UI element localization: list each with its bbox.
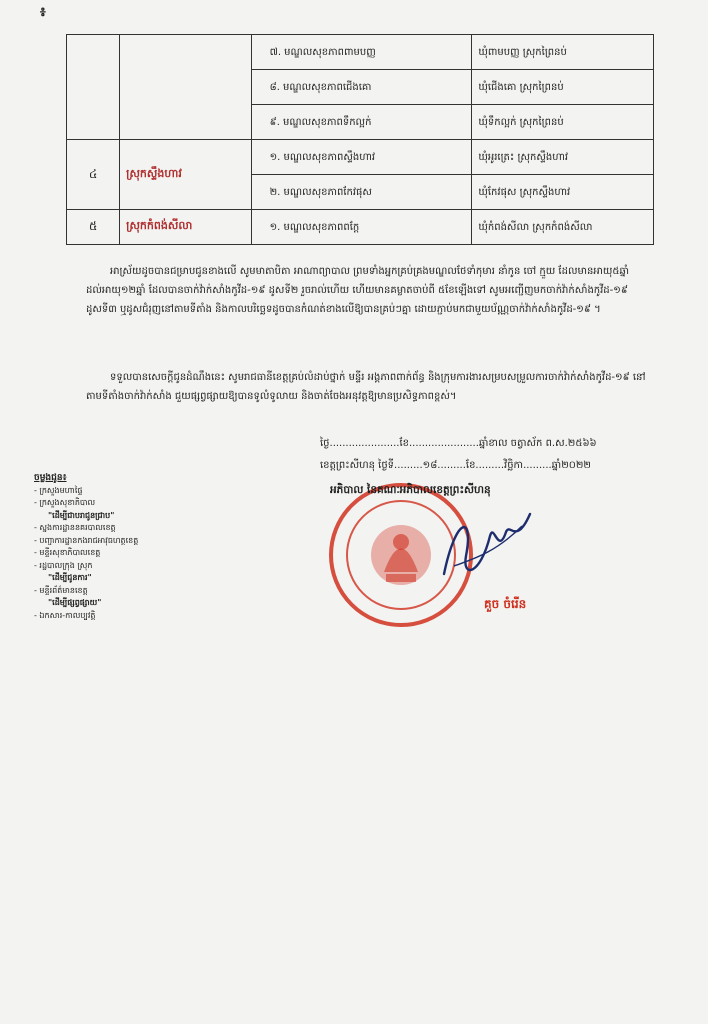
cc-item: - មន្ទីរព័ត៌មានខេត្ត (34, 585, 88, 595)
body-paragraph-1: អាស្រ័យដូចបានជម្រាបជូនខាងលើ សូមមាតាបិតា អាណាព្យាបាល ព្រមទាំងអ្នកគ្រប់គ្រងមណ្ឌលថែទាំកុមារ នាំកូន ចៅ ក្មួយ ដែលមានអាយុ៥ឆ្នាំ ដល់អាយុ១២ឆ្នាំ ដែលបានចាក់វ៉ាក់សាំងកូវីដ-១៩ ដូសទី២ រួចរាល់ហើយ ហើយមានគម្លាតចាប់ពី ៥ខែឡើងទៅ សូមអញ្ជើញមកចាក់វ៉ាក់សាំងកូវីដ-១៩ ដូសទី៣ ឬដូសជំរុញនៅតាមទីតាំង និងកាលបរិច្ឆេទដូចបានកំណត់ខាងលើឱ្យបានគ្រប់ៗគ្នា ដោយភ្ជាប់មកជាមួយប័ណ្ណចាក់វ៉ាក់សាំងកូវីដ-១៩ ។ (86, 266, 629, 315)
cc-item: - ស្នងការដ្ឋាននគរបាលខេត្ត (34, 523, 116, 532)
signature-icon (436, 496, 536, 588)
cc-item: "ដើម្បីជូនការ" (48, 573, 92, 582)
table-row (67, 210, 654, 245)
cc-item: - ក្រសួងមហាផ្ទៃ (34, 485, 83, 495)
body-paragraph-2: ទទួលបានសេចក្តីជូនដំណឹងនេះ សូមរាជធានីខេត្តគ្រប់លំដាប់ថ្នាក់ មន្ទីរ អង្គភាពពាក់ព័ន្ធ និងក្រុមការងារសម្របសម្រួលការចាក់វ៉ាក់សាំងកូវីដ-១៩ នៅតាមទីតាំងចាក់វ៉ាក់សាំង ជួយផ្សព្វផ្សាយឱ្យបានទូលំទូលាយ និងចាត់ចែងអនុវត្តឱ្យមានប្រសិទ្ធភាពខ្ពស់។ (86, 372, 646, 402)
district-cell (120, 35, 251, 140)
health-center-cell: ២. មណ្ឌលសុខភាពកែវផុស (251, 175, 472, 210)
page-mark: ៖ (40, 5, 46, 20)
row-number: ៤ (67, 140, 120, 210)
row-number (67, 35, 120, 140)
location-cell: ឃុំទឹកល្អក់ ស្រុកព្រៃនប់ (472, 105, 654, 140)
location-cell: ឃុំពាមបញ្ញ ស្រុកព្រៃនប់ (472, 35, 654, 70)
cc-item: - ឯកសារ-កាលប្បវត្តិ (34, 610, 96, 620)
health-center-cell: ៩. មណ្ឌលសុខភាពទឹកល្អក់ (251, 105, 472, 140)
location-cell: ឃុំអូរត្រេះ ស្រុកស្ទឹងហាវ (472, 140, 654, 175)
cc-item: - មន្ទីរសុខាភិបាលខេត្ត (34, 548, 101, 557)
cc-item: "ដើម្បីជាបរាជូនជ្រាប" (48, 510, 115, 520)
health-center-cell: ៧. មណ្ឌលសុខភាពពាមបញ្ញ (251, 35, 472, 70)
location-cell: ឃុំជើងគោ ស្រុកព្រៃនប់ (472, 70, 654, 105)
health-center-cell: ១. មណ្ឌលសុខភាពស្ទឹងហាវ (251, 140, 472, 175)
solar-date-line: ខេត្តព្រះសីហនុ ថ្ងៃទី.........១៨.........ខែ.........វិច្ឆិកា.........ឆ្នាំ២០២២ (320, 460, 591, 471)
table-row (67, 140, 654, 175)
location-cell: ឃុំកំពង់សីលា ស្រុកកំពង់សីលា (472, 210, 654, 245)
cc-item: - ក្រសួងសុខាភិបាល (34, 498, 96, 507)
signatory-name: គួច ចំរើន (484, 597, 527, 611)
health-center-cell: ១. មណ្ឌលសុខភាពពក្តែ (251, 210, 472, 245)
district-cell: ស្រុកកំពង់សីលា (120, 210, 251, 245)
location-cell: ឃុំកែវផុស ស្រុកស្ទឹងហាវ (472, 175, 654, 210)
cc-item: - បញ្ជាការដ្ឋានកងរាជអាវុធហត្ថខេត្ត (34, 535, 139, 545)
health-center-table (66, 34, 654, 245)
signatory-title: អភិបាល នៃគណៈអភិបាលខេត្តព្រះសីហនុ (330, 484, 491, 496)
row-number: ៥ (67, 210, 120, 245)
lunar-date-line: ថ្ងៃ......................ខែ......................ឆ្នាំខាល ចត្វាស័ក ព.ស.២៥៦៦ (320, 438, 597, 449)
table-row (67, 35, 654, 70)
cc-list (34, 472, 254, 622)
cc-item: - រដ្ឋបាលក្រុង ស្រុក (34, 560, 93, 570)
cc-header: ចម្លងជូន៖ (34, 473, 67, 483)
district-cell: ស្រុកស្ទឹងហាវ (120, 140, 251, 210)
cc-item: "ដើម្បីផ្សព្វផ្សាយ" (48, 598, 102, 607)
health-center-cell: ៨. មណ្ឌលសុខភាពជើងគោ (251, 70, 472, 105)
